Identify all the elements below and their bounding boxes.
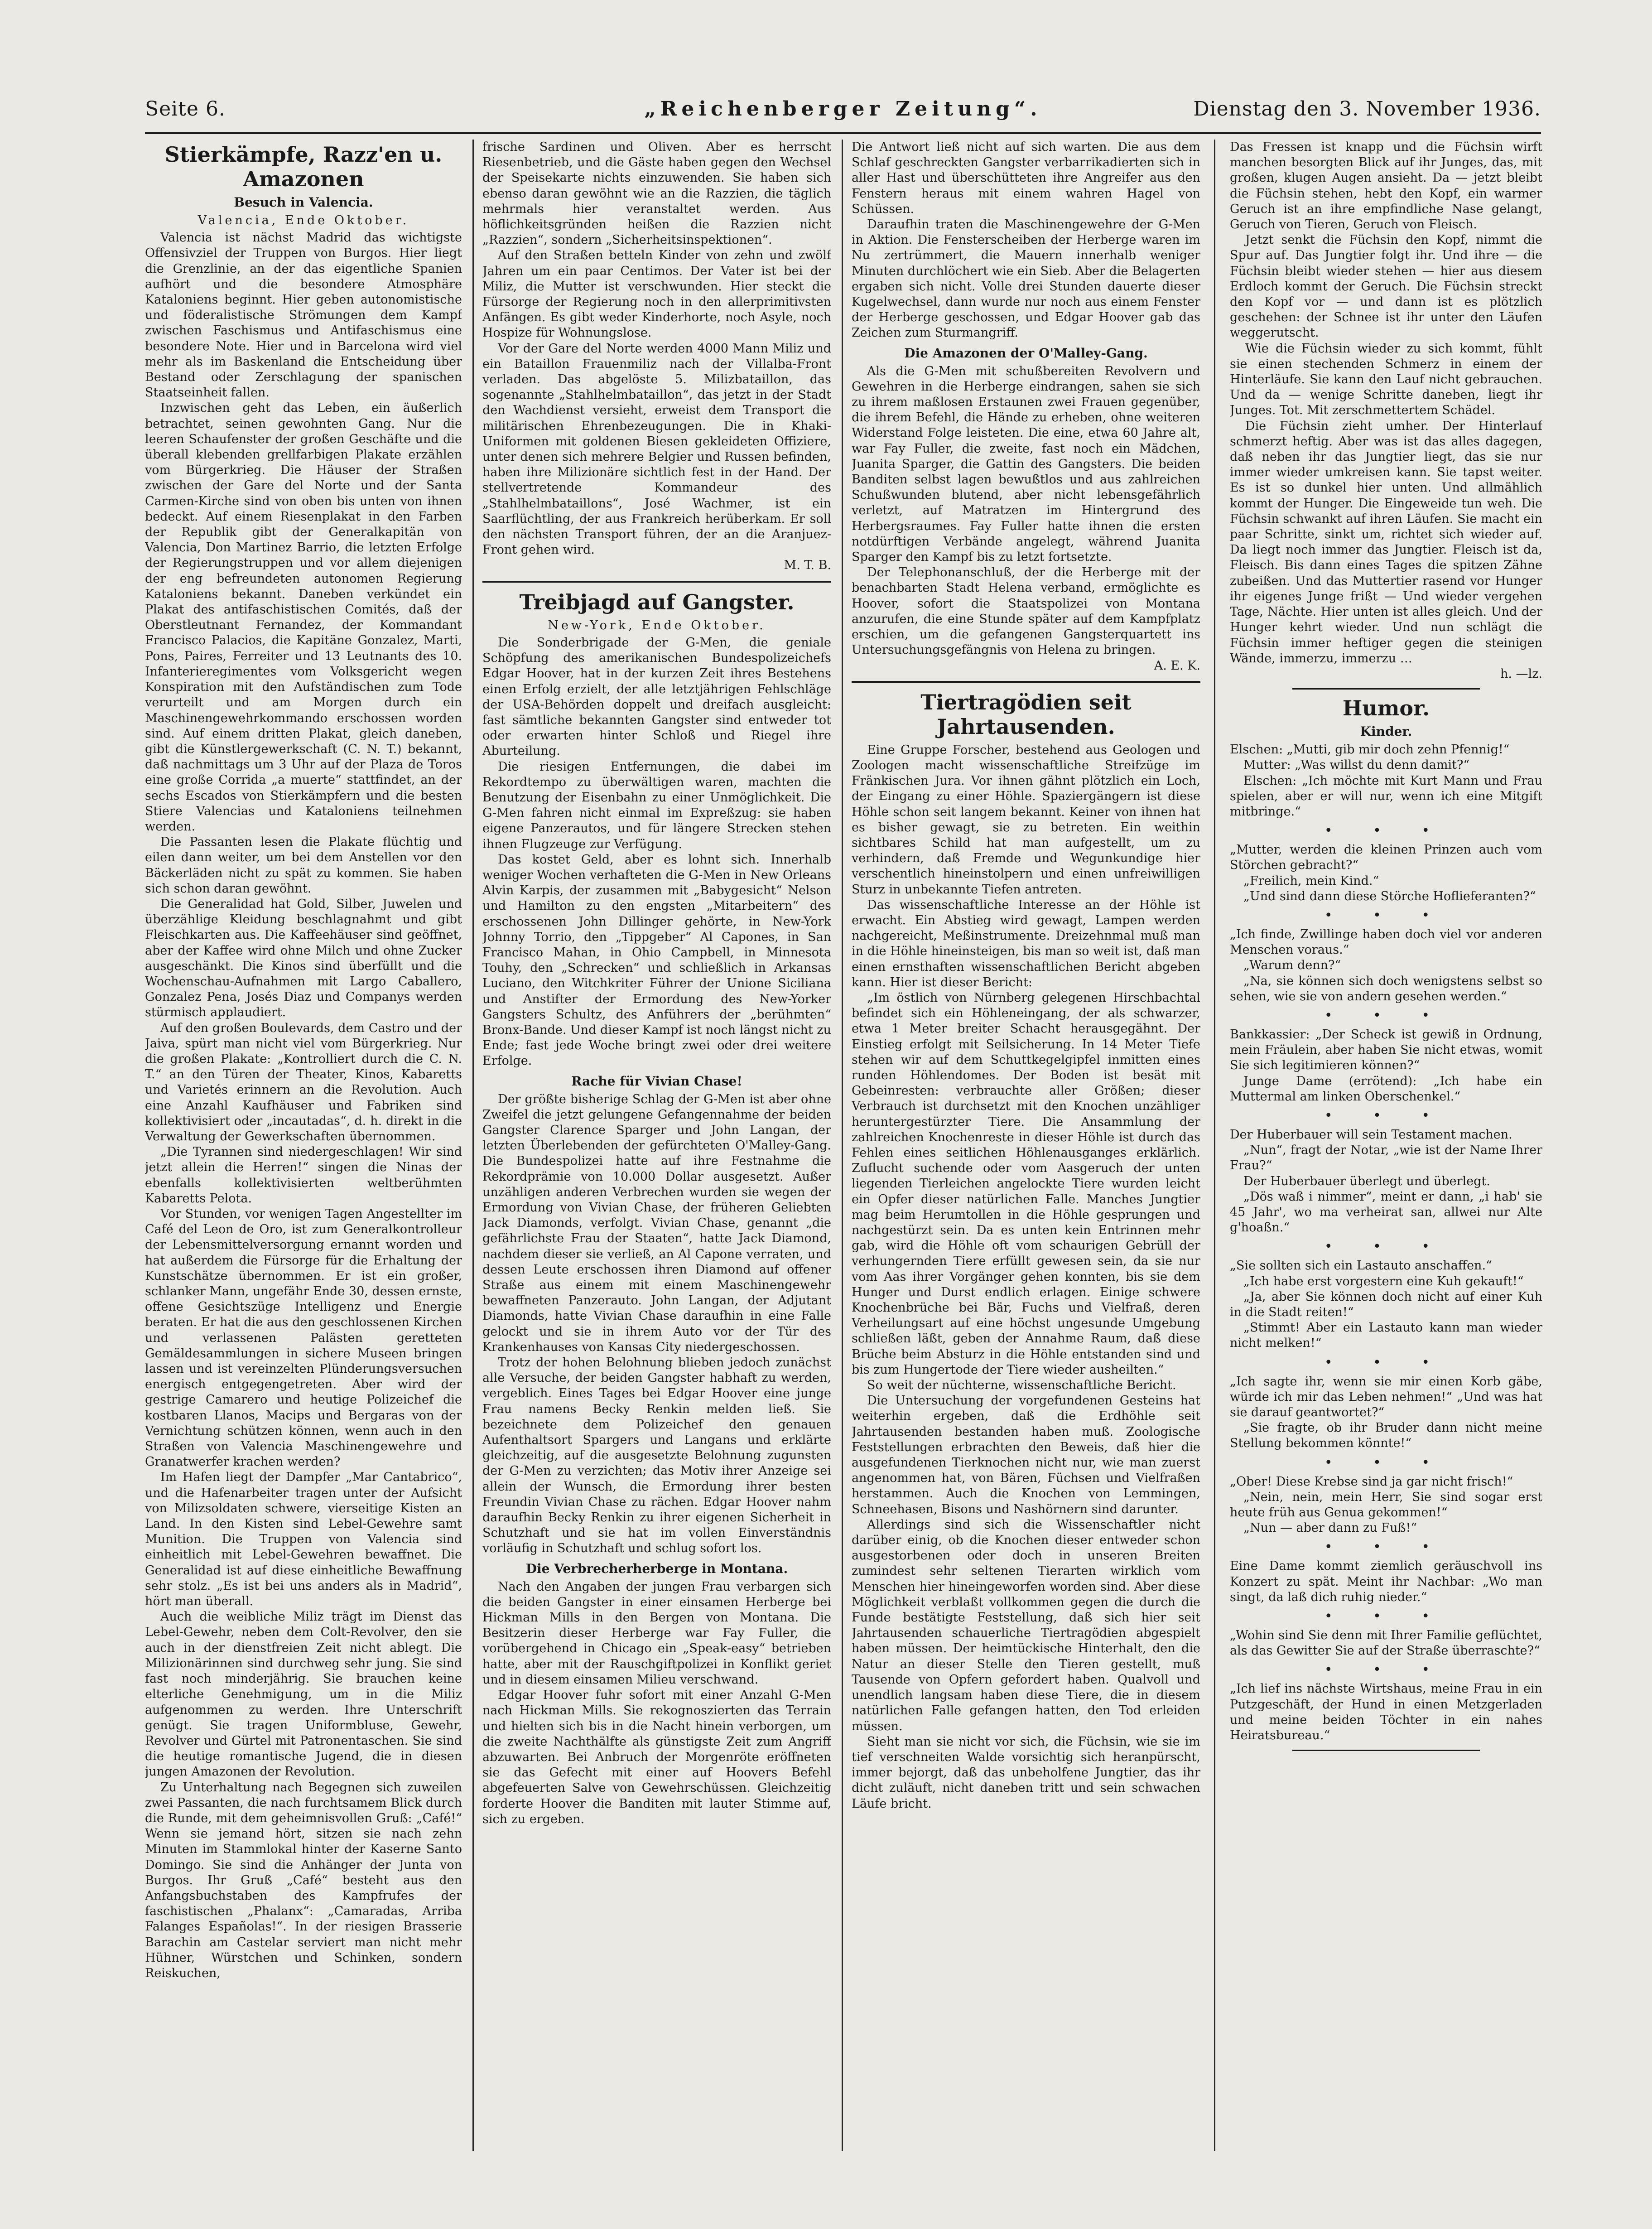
paragraph: Das kostet Geld, aber es lohnt sich. Innerhalb weniger Wochen verhafteten die G-Men in New Orleans Alvin Karpis, der zusammen mit „Babygesicht“ Nelson und Hamilton zu den engsten „Mitarbeitern“ des erschossenen John Dillinger gehörte, in New-York Johnny Torrio, den „Tippgeber“ Al Capones, in San Francisco Mahan, in Ohio Campbell, in Minnesota Touhy, den „Schrecken“ und schließlich in Arkansas Luciano, den Witchkriter Führer der Unione Siciliana und Anstifter der Ermordung des New-Yorker Gangsters Schultz, des Anführers der „berühmten“ Bronx-Bande. Und dieser Kampf ist noch längst nicht zu Ende; fast jede Woche bringt zwei oder drei weitere Erfolge. — [482, 852, 831, 1068]
article-stierkaempfe — [145, 142, 462, 1981]
column-rule — [1214, 140, 1215, 2151]
paragraph: Vor der Gare del Norte werden 4000 Mann Miliz und ein Bataillon Frauenmiliz nach der Villalba-Front verladen. Das abgelöste 5. Milizbataillon, das sogenannte „Stahlhelmbataillon“, das jetzt in der Stadt den Wachdienst versieht, erweist dem Transport die militärischen Ehrenbezeugungen. Die in Khaki-Uniformen mit goldenen Biesen gekleideten Offiziere, unter denen sich mehrere Belgier und Russen befinden, haben ihre Milizionäre sichtlich fest in der Hand. Der stellvertretende Kommandeur des „Stahlhelmbataillons“, José Wachmer, ist ein Saarflüchtling, der aus Frankreich herüberkam. Er soll den nächsten Transport führen, der an die Aranjuez-Front gehen wird. — [482, 341, 831, 557]
joke-line: Junge Dame (errötend): „Ich habe ein Muttermal am linken Oberschenkel.“ — [1230, 1074, 1542, 1104]
section-heading: Rache für Vivian Chase! — [571, 1073, 742, 1089]
section-heading: Die Amazonen der O'Malley-Gang. — [904, 345, 1148, 361]
joke-line: „Sie sollten sich ein Lastauto anschaffen.“ — [1230, 1259, 1492, 1273]
article-subhead: Besuch in Valencia. — [234, 195, 373, 210]
joke-line: „Wohin sind Sie denn mit Ihrer Familie geflüchtet, als das Gewitter Sie auf der Straße überraschte?“ — [1230, 1628, 1542, 1658]
author-signature: A. E. K. — [1154, 658, 1200, 673]
paragraph: Die Füchsin zieht umher. Der Hinterlauf schmerzt heftig. Aber was ist das alles dagegen, daß neben ihr das Jungtier liegt, das sie nur immer wieder umkreisen kann. Sie tapst weiter. Es ist so dunkel hier unten. Und allmählich kommt der Hunger. Die Eingeweide tun weh. Die Füchsin schwankt auf ihren Läufen. Sie macht ein paar Schritte, sinkt um, richtet sich wieder auf. Da liegt noch immer das Jungtier. Fleisch ist da, Fleisch. Bis dann eines Tages die spitzen Zähne zubeißen. Und das Muttertier rasend vor Hunger ihr eigenes Junge frißt — Und wieder vergehen Tage, Nächte. Hier unten ist alles gleich. Und der Hunger kehrt wieder. Und nun schlägt die Füchsin immer heftiger gegen die steinigen Wände, immerzu, immerzu … — [1230, 419, 1542, 666]
separator-dots: • • • — [1324, 907, 1448, 923]
paragraph: Die Untersuchung der vorgefundenen Gesteins hat weiterhin ergeben, daß die Erdhöhle seit Jahrtausenden bestanden haben muß. Zoologische Feststellungen erbrachten den Beweis, daß hier die ausgefundenen Tierknochen nicht nur, wie man zuerst angenommen hat, von Bären, Füchsen und Vielfraßen herstammen. Auch die Knochen von Lemmingen, Schneehasen, Bisons und Nashörnern sind darunter. — [852, 1394, 1200, 1516]
separator-dots: • • • — [1324, 1662, 1448, 1678]
article-tiertragoedien — [852, 690, 1200, 1812]
article-headline: Treibjagd auf Gangster. — [519, 589, 795, 614]
article-dateline: Valencia, Ende Oktober. — [197, 213, 409, 227]
author-signature: h. —lz. — [1500, 666, 1542, 681]
article-headline: Tiertragödien seit Jahrtausenden. — [920, 690, 1132, 739]
separator-dots: • • • — [1324, 1107, 1448, 1124]
joke-line: „Warum denn?“ — [1243, 958, 1341, 973]
joke-line: „Freilich, mein Kind.“ — [1243, 873, 1379, 888]
joke-line: „Ich sagte ihr, wenn sie mir einen Korb gäbe, würde ich mir das Leben nehmen!“ „Und was hat sie darauf geantwortet?“ — [1230, 1374, 1542, 1420]
separator-dots: • • • — [1324, 1354, 1448, 1370]
paragraph: Die Passanten lesen die Plakate flüchtig und eilen dann weiter, um bei dem Anstellen vor den Bäckerläden nicht zu spät zu kommen. Sie haben sich schon daran gewöhnt. — [145, 835, 462, 896]
paragraph: Das wissenschaftliche Interesse an der Höhle ist erwacht. Ein Abstieg wird gewagt, Lampen werden nachgereicht, Meßinstrumente. Dreizehnmal muß man in die Höhle hineinsteigen, bis man so weit ist, daß man einen ernsthaften wissenschaftlichen Bericht abgeben kann. Hier ist dieser Bericht: — [852, 897, 1200, 989]
joke-line: Elschen: „Ich möchte mit Kurt Mann und Frau spielen, aber er will nur, wenn ich eine Mitgift mitbringe.“ — [1230, 773, 1542, 819]
separator-dots: • • • — [1324, 1239, 1448, 1255]
joke-line: „Ich finde, Zwillinge haben doch viel vor anderen Menschen voraus.“ — [1230, 927, 1542, 957]
joke-line: „Und sind dann diese Störche Hoflieferanten?“ — [1243, 889, 1536, 903]
paragraph: Inzwischen geht das Leben, ein äußerlich betrachtet, seinen gewohnten Gang. Nur die leeren Schaufenster der großen Geschäfte und die überall klebenden grellfarbigen Plakate erzählen vom Bürgerkrieg. Die Häuser der Straßen zwischen der Gare del Norte und der Santa Carmen-Kirche sind von oben bis unten von ihnen bedeckt. Auf einem Riesenplakat in den Farben der Republik gibt der Generalkapitän von Valencia, Don Martinez Barrio, die letzten Erfolge der Regierungstruppen und vor allem diejenigen der eng befreundeten autonomen Regierung Kataloniens bekannt. Daneben verkündet ein Plakat des antifaschistischen Comités, daß der Oberstleutnant Fernandez, der Kommandant Francisco Palacios, die Kapitäne Gonzalez, Marti, Pons, Paires, Ferreiter und 13 Leutnants des 10. Infanterieregimentes vom Volksgericht wegen Konspiration mit den Aufständischen zum Tode verurteilt und am Morgen durch ein Maschinengewehrkommando erschossen worden sind. Auf einem dritten Plakat, gleich daneben, gibt die Künstlergewerkschaft (C. N. T.) bekannt, daß nachmittags um 3 Uhr auf der Plaza de Toros eine große Corrida „a muerte“ stattfindet, an der sechs Escados von Stierkämpfern und die besten Stiere Valencias und Kataloniens teilnehmen werden. — [145, 401, 462, 834]
joke-line: Mutter: „Was willst du denn damit?“ — [1243, 758, 1470, 772]
author-signature: M. T. B. — [784, 558, 831, 573]
paragraph: Das Fressen ist knapp und die Füchsin wirft manchen besorgten Blick auf ihr Junges, das, mit großen, klugen Augen ansieht. Da — jetzt bleibt die Füchsin stehen, hebt den Kopf, ein warmer Geruch ist an ihre empfindliche Nase gelangt, Geruch von Tieren, Geruch von Fleisch. — [1230, 140, 1542, 232]
joke-line: „Ich habe erst vorgestern eine Kuh gekauft!“ — [1243, 1274, 1524, 1288]
section-headline: Humor. — [1342, 696, 1430, 721]
separator-dots: • • • — [1324, 1007, 1448, 1023]
paragraph: Auf den großen Boulevards, dem Castro und der Jaiva, spürt man nicht viel vom Bürgerkrieg. Nur die großen Plakate: „Kontrolliert durch die C. N. T.“ an den Türen der Theater, Kinos, Kabaretts und Varietés erinnern an die Revolution. Auch eine Anzahl Kaufhäuser und Fabriken sind kollektivisiert oder „incautadas“, d. h. direkt in die Verwaltung der Gewerkschaften übernommen. — [145, 1021, 462, 1143]
paragraph: Auch die weibliche Miliz trägt im Dienst das Lebel-Gewehr, neben dem Colt-Revolver, den sie auch in der dienstfreien Zeit nicht ablegt. Die Milizionärinnen sind durchweg sehr jung. Sie sind fast noch minderjährig. Sie brauchen keine elterliche Genehmigung, um in die Miliz aufgenommen zu werden. Ihre Unterschrift genügt. Sie tragen Uniformbluse, Gewehr, Revolver und Gürtel mit Patronentaschen. Sie sind die heutige romantische Jugend, die in diesen jungen Amazonen der Revolution. — [145, 1610, 462, 1779]
page-number: Seite 6. — [145, 97, 226, 121]
article-divider — [852, 681, 1200, 683]
separator-dots: • • • — [1324, 823, 1448, 839]
paragraph: Nach den Angaben der jungen Frau verbargen sich die beiden Gangster in einer einsamen Herberge bei Hickman Mills in den Bergen von Montana. Die Besitzerin dieser Herberge war Fay Fuller, die vorübergehend in Chicago ein „Speak-easy“ betrieben hatte, aber mit der Rauschgiftpolizei in Konflikt geriet und in diesem einsamen Milieu verschwand. — [482, 1579, 831, 1687]
end-rule — [1292, 1750, 1480, 1751]
joke-line: „Mutter, werden die kleinen Prinzen auch vom Störchen gebracht?“ — [1230, 843, 1542, 873]
paragraph: Eine Gruppe Forscher, bestehend aus Geologen und Zoologen macht wissenschaftliche Streifzüge im Fränkischen Jura. Vor ihnen gähnt plötzlich ein Loch, der Eingang zu einer Höhle. Spaziergängern ist diese Höhle schon seit langem bekannt. Keiner von ihnen hat es bisher gewagt, sie zu betreten. Ein weithin sichtbares Schild hat man aufgestellt, um zu verhindern, daß Fremde und Wegunkundige hier verschentlich hineinstolpern und einen unfreiwilligen Sturz in unbekannte Tiefen antreten. — [852, 743, 1200, 897]
paragraph: Daraufhin traten die Maschinengewehre der G-Men in Aktion. Die Fensterscheiben der Herberge waren im Nu zertrümmert, die Mauern innerhalb weniger Minuten durchlöchert wie ein Sieb. Aber die Belagerten ergaben sich nicht. Volle drei Stunden dauerte dieser Kugelwechsel, dann wurde nur noch aus einem Fenster der Herberge geschossen, und Edgar Hoover gab das Zeichen zum Sturmangriff. — [852, 217, 1200, 340]
joke-line: Bankkassier: „Der Scheck ist gewiß in Ordnung, mein Fräulein, aber haben Sie nicht etwas, womit Sie sich legitimieren können?“ — [1230, 1027, 1542, 1073]
paragraph: Trotz der hohen Belohnung blieben jedoch zunächst alle Versuche, der beiden Gangster habhaft zu werden, vergeblich. Eines Tages bei Edgar Hoover eine junge Frau namens Becky Renkin melden ließ. Sie bezeichnete dem Polizeichef den genauen Aufenthaltsort Spargers und Langans und erklärte gleichzeitig, auf die ausgesetzte Belohnung zugunsten der G-Men zu verzichten; das Motiv ihrer Anzeige sei allein der Wunsch, die Ermordung ihrer besten Freundin Vivian Chase zu rächen. Edgar Hoover nahm daraufhin Becky Renkin zu ihrer eigenen Sicherheit in Schutzhaft und sie hat im vollen Einverständnis vorläufig in Schutzhaft und schlug sofort los. — [482, 1356, 831, 1556]
paragraph: Jetzt senkt die Füchsin den Kopf, nimmt die Spur auf. Das Jungtier folgt ihr. Und ihre — die Füchsin bleibt wieder stehen — hier aus diesem Erdloch kommt der Geruch. Die Füchsin streckt den Kopf vor — und dann ist es plötzlich geschehen: der Schnee ist ihr unter den Läufen weggerutscht. — [1230, 233, 1542, 340]
masthead-rule — [145, 132, 1541, 134]
separator-dots: • • • — [1324, 1539, 1448, 1555]
paragraph: Edgar Hoover fuhr sofort mit einer Anzahl G-Men nach Hickman Mills. Sie rekognoszierten das Terrain und hielten sich bis in die Nacht hinein verborgen, um die zweite Nachthälfte als günstigste Zeit zum Angriff abzuwarten. Bei Anbruch der Morgenröte eröffneten sie das Gefecht mit einer auf Hoovers Befehl abgefeuerten Salve von Gewehrschüssen. Gleichzeitig forderte Hoover die Banditen mit lauter Stimme auf, sich zu ergeben. — [482, 1688, 831, 1826]
column-rule — [842, 140, 843, 2151]
humor-section — [1230, 696, 1542, 1751]
article-headline: Stierkämpfe, Razz'en u. Amazonen — [164, 142, 443, 191]
issue-date: Dienstag den 3. November 1936. — [1193, 97, 1541, 121]
joke-line: „Stimmt! Aber ein Lastauto kann man wieder nicht melken!“ — [1230, 1321, 1542, 1351]
separator-dots: • • • — [1324, 1454, 1448, 1471]
paragraph: Valencia ist nächst Madrid das wichtigste Offensivziel der Truppen von Burgos. Hier liegt die Grenzlinie, an der das eigentliche Spanien aufhört und die besondere Atmosphäre Kataloniens beginnt. Hier geben autonomistische und föderalistische Strömungen dem Kampf zwischen Faschismus und Antifaschismus eine besondere Note. Hier und in Barcelona wird viel mehr als im Baskenland die Entscheidung über Bestand oder Zerschlagung der spanischen Staatseinheit fallen. — [145, 231, 462, 400]
joke-line: „Ja, aber Sie können doch nicht auf einer Kuh in die Stadt reiten!“ — [1230, 1289, 1542, 1319]
paragraph: „Die Tyrannen sind niedergeschlagen! Wir sind jetzt allein die Herren!“ singen die Ninas der ebenfalls kollektivisierten weltberühmten Kabaretts Pelota. — [145, 1145, 462, 1206]
paragraph: Als die G-Men mit schußbereiten Revolvern und Gewehren in die Herberge eindrangen, sahen sie sich zu ihrem maßlosen Erstaunen zwei Frauen gegenüber, die ihrem Befehl, die Hände zu erheben, ohne weiteren Widerstand Folge leisteten. Die eine, etwa 60 Jahre alt, war Fay Fuller, die zweite, fast noch ein Mädchen, Juanita Sparger, die Gattin des Gangsters. Die beiden Banditen selbst lagen bewußtlos und aus zahlreichen Schußwunden blutend, aber nicht lebensgefährlich verletzt, auf Matratzen im Hintergrund des Herbergsraumes. Fay Fuller hatte ihnen die ersten notdürftigen Verbände angelegt, während Juanita Sparger den Kampf bis zu letzt fortsetzte. — [852, 364, 1200, 564]
joke-line: „Nun — aber dann zu Fuß!“ — [1243, 1521, 1417, 1535]
paragraph: Im Hafen liegt der Dampfer „Mar Cantabrico“, und die Hafenarbeiter tragen unter der Aufsicht von Milizsoldaten schwere, vierseitige Kisten an Land. In den Kisten sind Lebel-Gewehre samt Munition. Die Truppen von Valencia sind einheitlich mit Lebel-Gewehren bewaffnet. Die Generalidad ist auf diese einheitliche Bewaffnung sehr stolz. „Es ist bei uns anders als in Madrid“, hört man überall. — [145, 1470, 462, 1609]
paragraph: Die Generalidad hat Gold, Silber, Juwelen und überzählige Kleidung beschlagnahmt und gibt Fleischkarten aus. Die Kaffeehäuser sind geöffnet, aber der Kaffee wird ohne Milch und ohne Zucker ausgeschänkt. Die Kinos sind überfüllt und die Wochenschau-Aufnahmen mit Largo Caballero, Gonzalez Pena, Josés Diaz und Companys werden stürmisch applaudiert. — [145, 897, 462, 1020]
column-1 — [145, 140, 462, 2151]
section-subhead: Kinder. — [1360, 724, 1412, 739]
joke-line: Der Huberbauer will sein Testament machen. — [1230, 1127, 1512, 1142]
joke-line: „Na, sie können sich doch wenigstens selbst so sehen, wie sie von andern gesehen werden.“ — [1230, 974, 1542, 1004]
joke-line: „Ober! Diese Krebse sind ja gar nicht frisch!“ — [1230, 1474, 1513, 1489]
joke-line: Der Huberbauer überlegt und überlegt. — [1243, 1174, 1490, 1188]
column-2 — [482, 140, 831, 2151]
paragraph: Sieht man sie nicht vor sich, die Füchsin, wie sie im tief verschneiten Walde vorsichtig sich heranpürscht, immer bejorgt, daß das unbeholfene Jungtier, das ihr dicht zuläuft, nicht daneben tritt und sein schwachen Läufe bricht. — [852, 1734, 1200, 1811]
paragraph: Vor Stunden, vor wenigen Tagen Angestellter im Café del Leon de Oro, ist zum Generalkontrolleur der Lebensmittelversorgung ernannt worden und hat außerdem die Fürsorge für die Erhaltung der Kunstschätze übernommen. Er ist ein großer, schlanker Mann, ungefähr Ende 30, dessen ernste, offene Gesichtszüge Intelligenz und Energie beraten. Er hat die aus den geschlossenen Kirchen und verlassenen Palästen geretteten Gemäldesammlungen in sichere Museen bringen lassen und ist vereinzelten Plünderungsversuchen energisch entgegengetreten. Aber wird der gestrige Camarero und heutige Polizeichef die kostbaren Llanos, Macips und Bergaras von der Vernichtung schützen können, wenn auch in den Straßen von Valencia Maschinengewehre und Granatwerfer krachen werden? — [145, 1207, 462, 1469]
paragraph: Der Telephonanschluß, der die Herberge mit der benachbarten Stadt Helena verband, ermöglichte es Hoover, sofort die Staatspolizei von Montana anzurufen, die eine Stunde später auf dem Kampfplatz erschien, um die gefangenen Gangsterquartett ins Untersuchungsgefängnis von Helena zu bringen. — [852, 565, 1200, 657]
joke-line: Elschen: „Mutti, gib mir doch zehn Pfennig!“ — [1230, 743, 1510, 757]
joke-line: „Nun“, fragt der Notar, „wie ist der Name Ihrer Frau?“ — [1230, 1143, 1542, 1173]
joke-line: Eine Dame kommt ziemlich geräuschvoll ins Konzert zu spät. Meint ihr Nachbar: „Wo man singt, da laß dich ruhig nieder.“ — [1230, 1559, 1542, 1604]
article-treibjagd — [482, 590, 831, 1827]
paragraph: Die Antwort ließ nicht auf sich warten. Die aus dem Schlaf geschreckten Gangster verbarrikadierten sich in aller Hast und überschütteten ihre Angreifer aus den Fenstern heraus mit einem wahren Hagel von Schüssen. — [852, 140, 1200, 216]
paragraph: Der größte bisherige Schlag der G-Men ist aber ohne Zweifel die jetzt gelungene Gefangennahme der beiden Gangster Clarence Sparger und John Langan, der letzten Überlebenden der gefürchteten O'Malley-Gang. Die Bundespolizei hatte auf ihre Festnahme die Rekordprämie von 10.000 Dollar ausgesetzt. Außer unzähligen anderen Verbrechen wurden sie wegen der Ermordung von Vivian Chase, der früheren Geliebten Jack Diamonds, verfolgt. Vivian Chase, genannt „die gefährlichste Frau der Staaten“, hatte Jack Diamond, nachdem dieser sie verließ, an Al Capone verraten, und dessen Leute erschossen ihren Diamond auf offener Straße aus einem mit einem Maschinengewehr bewaffneten Panzerauto. John Langan, der Adjutant Diamonds, hatte Vivian Chase daraufhin in eine Falle gelockt und sie in ihrem Auto vor der Tür des Krankenhauses von Kansas City niedergeschossen. — [482, 1092, 831, 1354]
newspaper-title: „Reichenberger Zeitung“. — [644, 97, 1042, 121]
joke-line: „Nein, nein, mein Herr, Sie sind sogar erst heute früh aus Genua gekommen!“ — [1230, 1490, 1542, 1520]
paragraph: Auf den Straßen betteln Kinder von zehn und zwölf Jahren um ein paar Centimos. Der Vater ist bei der Miliz, die Mutter ist verschwunden. Hier steckt die Fürsorge der Regierung noch in den allerprimitivsten Anfängen. Es gibt weder Kinderhorte, noch Asyle, noch Hospize für Wohnungslose. — [482, 248, 831, 340]
masthead — [145, 97, 1541, 134]
paragraph: Die riesigen Entfernungen, die dabei im Rekordtempo zu überwältigen waren, machten die Benutzung der Eisenbahn zu einer Unmöglichkeit. Die G-Men fahren nicht einmal im Expreßzug: sie haben eigene Panzerautos, und für längere Strecken stehen ihnen Flugzeuge zur Verfügung. — [482, 759, 831, 851]
article-divider — [482, 581, 831, 583]
article-divider — [1292, 688, 1480, 690]
paragraph: frische Sardinen und Oliven. Aber es herrscht Riesenbetrieb, und die Gäste haben gegen den Wechsel der Speisekarte nichts einzuwenden. Sie haben sich ebenso daran gewöhnt wie an die Razzien, die täglich mehrmals hier veranstaltet werden. Aus höflichkeitsgründen heißen die Razzien nicht „Razzien“, sondern „Sicherheitsinspektionen“. — [482, 140, 831, 247]
paragraph: „Im östlich von Nürnberg gelegenen Hirschbachtal befindet sich ein Höhleneingang, der als schwarzer, etwa 1 Meter breiter Schacht herausgegähnt. Der Einstieg erfolgt mit Seilsicherung. In 14 Meter Tiefe stehen wir auf dem Schuttkegelgipfel inmitten eines runden Höhlendomes. Der Boden ist besät mit Gebeinresten: verbrauchte aller Größen; dieser Verbrauch ist durchsetzt mit den Knochen unzähliger heruntergestürzter Tiere. Die Ansammlung der zahlreichen Knochenreste in dieser Höhle ist durch das Fehlen eines seitlichen Höhlenausganges erklärlich. Zuflucht suchende oder vom Aasgeruch der unten liegenden Tierleichen angelockte Tiere wurden leicht ein Opfer dieser natürlichen Falle. Manches Jungtier mag beim Herumtollen in die Höhle gesprungen und nachgestürzt sein. Da es unten kein Entrinnen mehr gab, wird die Höhle oft vom schaurigen Gebrüll der verhungernden Tiere erfüllt gewesen sein, da sie nur vom Aas ihrer Vorgänger gehen konnten, bis sie dem Hunger und Durst endlich erlagen. Einige schwere Knochenbrüche bei Bär, Fuchs und Vielfraß, deren Verheilungsart auf eine höchst ungesunde Umgebung schließen läßt, geben der Annahme Raum, daß diese Brüche beim Absturz in die Höhle entstanden sind und bis zum Hungertode der Tiere wieder ausheilten.“ — [852, 990, 1200, 1377]
joke-line: „Sie fragte, ob ihr Bruder dann nicht meine Stellung bekommen könnte!“ — [1230, 1421, 1542, 1451]
column-3 — [852, 140, 1200, 2151]
paragraph: Die Sonderbrigade der G-Men, die geniale Schöpfung des amerikanischen Bundespolizeichefs Edgar Hoover, hat in der kurzen Zeit ihres Bestehens einen Erfolg erzielt, der alle letztjährigen Fehlschläge der USA-Behörden doppelt und dreifach ausgleicht: fast sämtliche bekannten Gangster sind entweder tot oder erwarten hinter Schloß und Riegel ihre Aburteilung. — [482, 635, 831, 758]
joke-line: „Dös waß i nimmer“, meint er dann, „i hab' sie 45 Jahr', wo ma verheirat san, allwei nur Alte g'hoaßn.“ — [1230, 1189, 1542, 1235]
joke-line: „Ich lief ins nächste Wirtshaus, meine Frau in ein Putzgeschäft, der Hund in einen Metzgerladen und meine beiden Töchter in ein nahes Heiratsbureau.“ — [1230, 1682, 1542, 1743]
paragraph: So weit der nüchterne, wissenschaftliche Bericht. — [867, 1378, 1176, 1393]
article-dateline: New-York, Ende Oktober. — [548, 618, 766, 632]
paragraph: Wie die Füchsin wieder zu sich kommt, fühlt sie einen stechenden Schmerz in einem der Hinterläufe. Sie kann den Lauf nicht gebrauchen. Und da — wenige Schritte daneben, liegt ihr Junges. Tot. Mit zerschmettertem Schädel. — [1230, 341, 1542, 418]
section-heading: Die Verbrecherherberge in Montana. — [525, 1561, 788, 1576]
column-4 — [1230, 140, 1542, 2151]
paragraph: Zu Unterhaltung nach Begegnen sich zuweilen zwei Passanten, die nach furchtsamem Blick durch die Runde, mit dem geheimnisvollen Gruß: „Café!“ Wenn sie jemand hört, sitzen sie nach zehn Minuten im Stammlokal hinter der Kaserne Santo Domingo. Sie sind die Anhänger der Junta von Burgos. Ihr Gruß „Café“ besteht aus den Anfangsbuchstaben des Kampfrufes der faschistischen „Phalanx“: „Camaradas, Arriba Falanges Españolas!“. In der riesigen Brasserie Barachin am Castelar serviert man nicht mehr Hühner, Würstchen und Schinken, sondern Reiskuchen, — [145, 1780, 462, 1980]
separator-dots: • • • — [1324, 1608, 1448, 1625]
column-rule — [472, 140, 474, 2151]
paragraph: Allerdings sind sich die Wissenschaftler nicht darüber einig, ob die Knochen dieser entweder schon ausgestorbenen oder doch in unseren Breiten zumindest sehr seltenen Tierarten wirklich vom Menschen hier hineingeworfen worden sind. Aber diese Möglichkeit verblaßt vollkommen gegen die durch die Funde bestätigte Feststellung, daß sich hier seit Jahrtausenden schauerliche Tiertragödien abgespielt haben müssen. Der heimtückische Hinterhalt, den die Natur an dieser Stelle den Tieren gestellt, muß Tausende von Opfern gefordert haben. Qualvoll und unendlich langsam haben diese Tiere, die in diesem natürlichen Falle gefangen hatten, den Tod erleiden müssen. — [852, 1517, 1200, 1733]
